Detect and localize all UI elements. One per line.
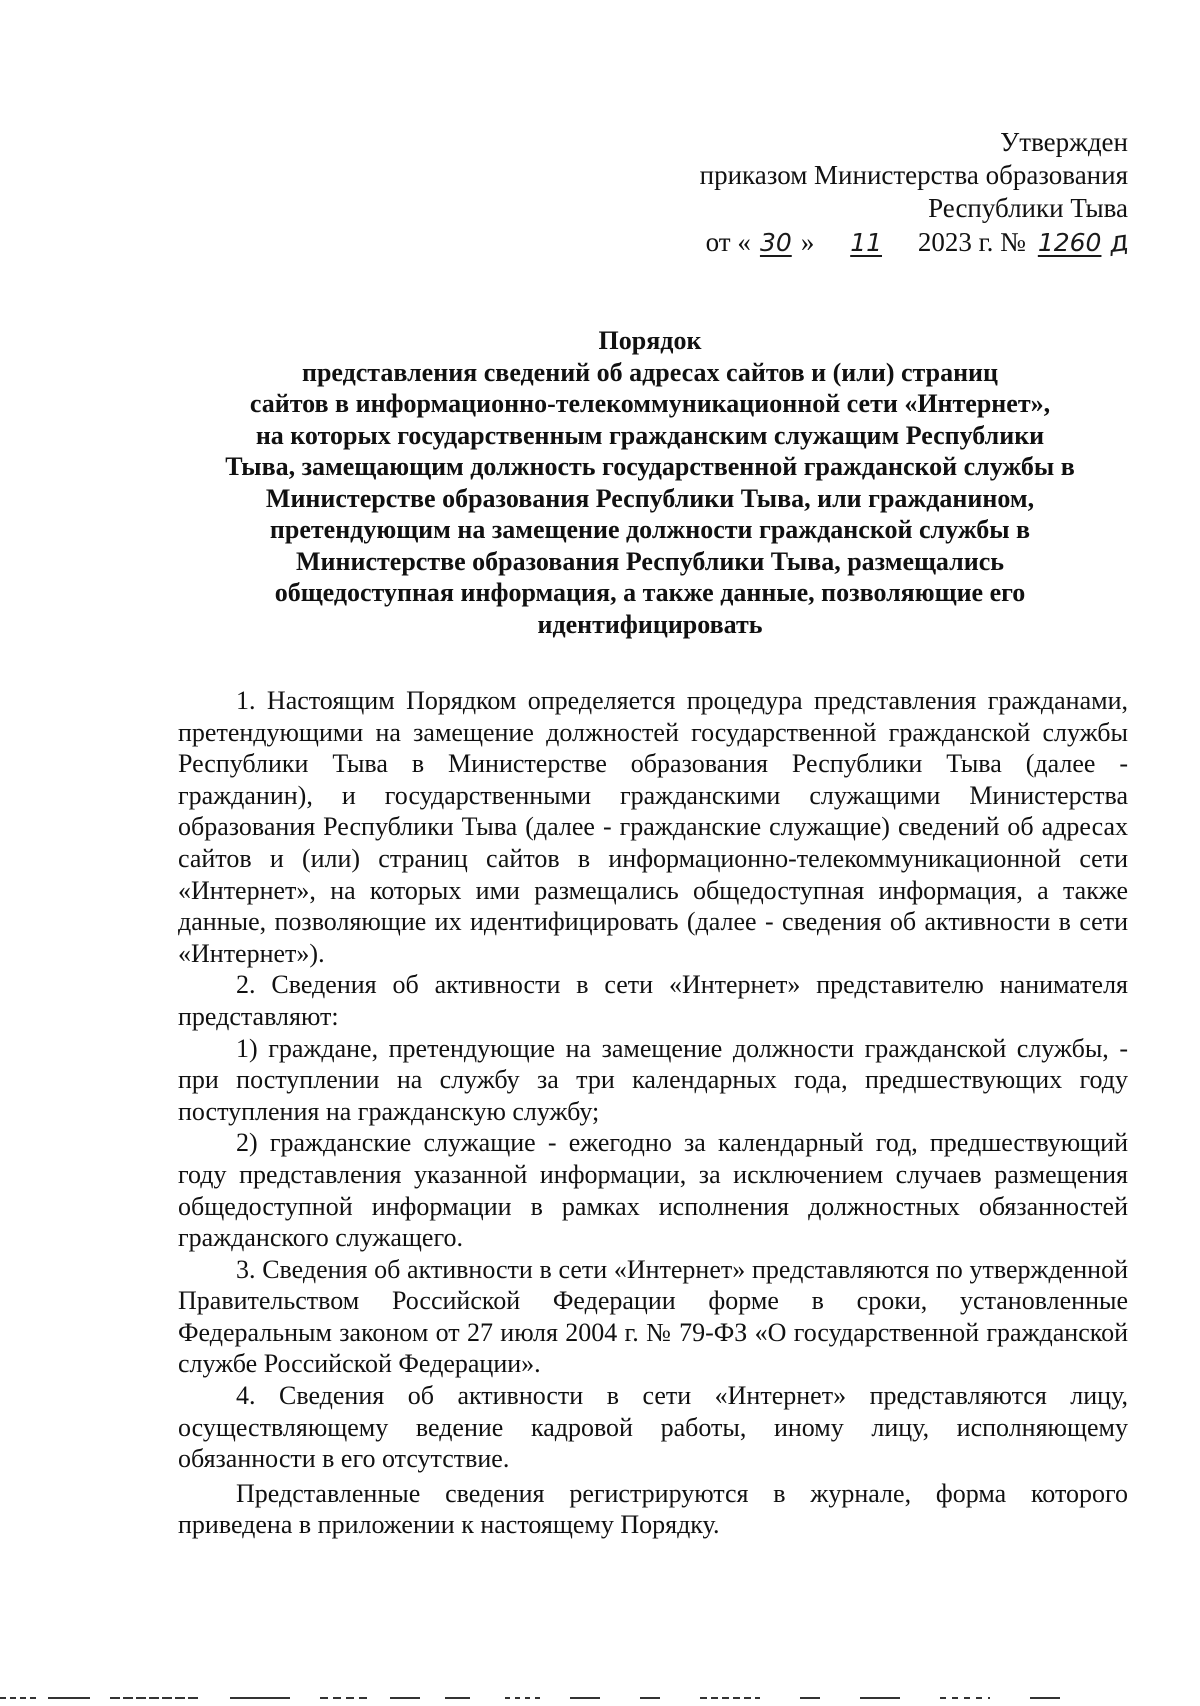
title-line: сайтов в информационно-телекоммуникационной сети «Интернет», bbox=[249, 389, 1051, 418]
approval-issuer: приказом Министерства образования bbox=[699, 160, 1128, 190]
date-prefix: от « bbox=[705, 227, 751, 257]
scan-edge-artifacts bbox=[0, 1686, 1200, 1706]
title-line: претендующим на замещение должности гражданской службы в bbox=[269, 515, 1031, 544]
paragraph-5: Представленные сведения регистрируются в журнале, форма которого приведена в приложении к настоящему Порядку. bbox=[178, 1478, 1128, 1540]
title-main: Порядок bbox=[598, 326, 702, 355]
paragraph-2: 2. Сведения об активности в сети «Интернет» представителю нанимателя представляют: bbox=[178, 970, 1128, 1031]
date-mid: » bbox=[800, 227, 815, 257]
title-line: Министерстве образования Республики Тыва, или гражданином, bbox=[265, 483, 1035, 513]
title-line: Тыва, замещающим должность государственной гражданской службы в bbox=[225, 452, 1075, 481]
paragraph-4: 4. Сведения об активности в сети «Интернет» представляются лицу, осуществляющему ведение кадровой работы, иному лицу, исполняющему обязанности в его отсутствие. bbox=[178, 1381, 1128, 1474]
document-body bbox=[178, 685, 1128, 1541]
date-year: 2023 г. № bbox=[911, 227, 1033, 257]
approval-block bbox=[428, 126, 1131, 260]
title-line: представления сведений об адресах сайтов и (или) страниц bbox=[301, 357, 999, 387]
title-line: общедоступная информация, а также данные, позволяющие его bbox=[274, 578, 1026, 607]
handwritten-order-number: 1260 bbox=[1037, 228, 1102, 257]
paragraph-2-item-2: 2) гражданские служащие - ежегодно за календарный год, предшествующий году представления указанной информации, за исключением случаев размещения общедоступной информации в рамках исполнения должностных обязанностей гражданского служащего. bbox=[178, 1128, 1128, 1253]
approval-date-line bbox=[428, 223, 1131, 260]
handwritten-day: 30 bbox=[759, 228, 792, 257]
title-line: идентифицировать bbox=[537, 609, 763, 639]
paragraph-2-item-1: 1) граждане, претендующие на замещение должности гражданской службы, - при поступлении на службу за три календарных года, предшествующих году поступления на гражданскую службу; bbox=[178, 1033, 1128, 1126]
approval-region: Республики Тыва bbox=[928, 193, 1128, 223]
title-line: на которых государственным гражданским служащим Республики bbox=[255, 420, 1045, 450]
handwritten-order-suffix: д bbox=[1106, 223, 1131, 260]
paragraph-3: 3. Сведения об активности в сети «Интернет» представляются по утвержденной Правительством Российской Федерации форме в сроки, установленные Федеральным законом от 27 июля 2004 г. № 79-ФЗ «О государственной гражданской службе Российской Федерации». bbox=[178, 1254, 1128, 1379]
approval-title: Утвержден bbox=[1000, 127, 1128, 157]
paragraph-1: 1. Настоящим Порядком определяется процедура представления гражданами, претендующими на замещение должностей государственной гражданской службы Республики Тыва в Министерстве образования Республики Тыва (далее - гражданин), и государственными гражданскими служащими Министерства образования Республики Тыва (далее - гражданские служащие) сведений об адресах сайтов и (или) страниц сайтов в информационно-телекоммуникационной сети «Интернет», на которых ими размещались общедоступная информация, а также данные, позволяющие их идентифицировать (далее - сведения об активности в сети «Интернет»). bbox=[178, 686, 1128, 968]
document-title bbox=[170, 325, 1130, 640]
title-line: Министерстве образования Республики Тыва, размещались bbox=[295, 546, 1005, 576]
handwritten-month: 11 bbox=[850, 228, 882, 257]
